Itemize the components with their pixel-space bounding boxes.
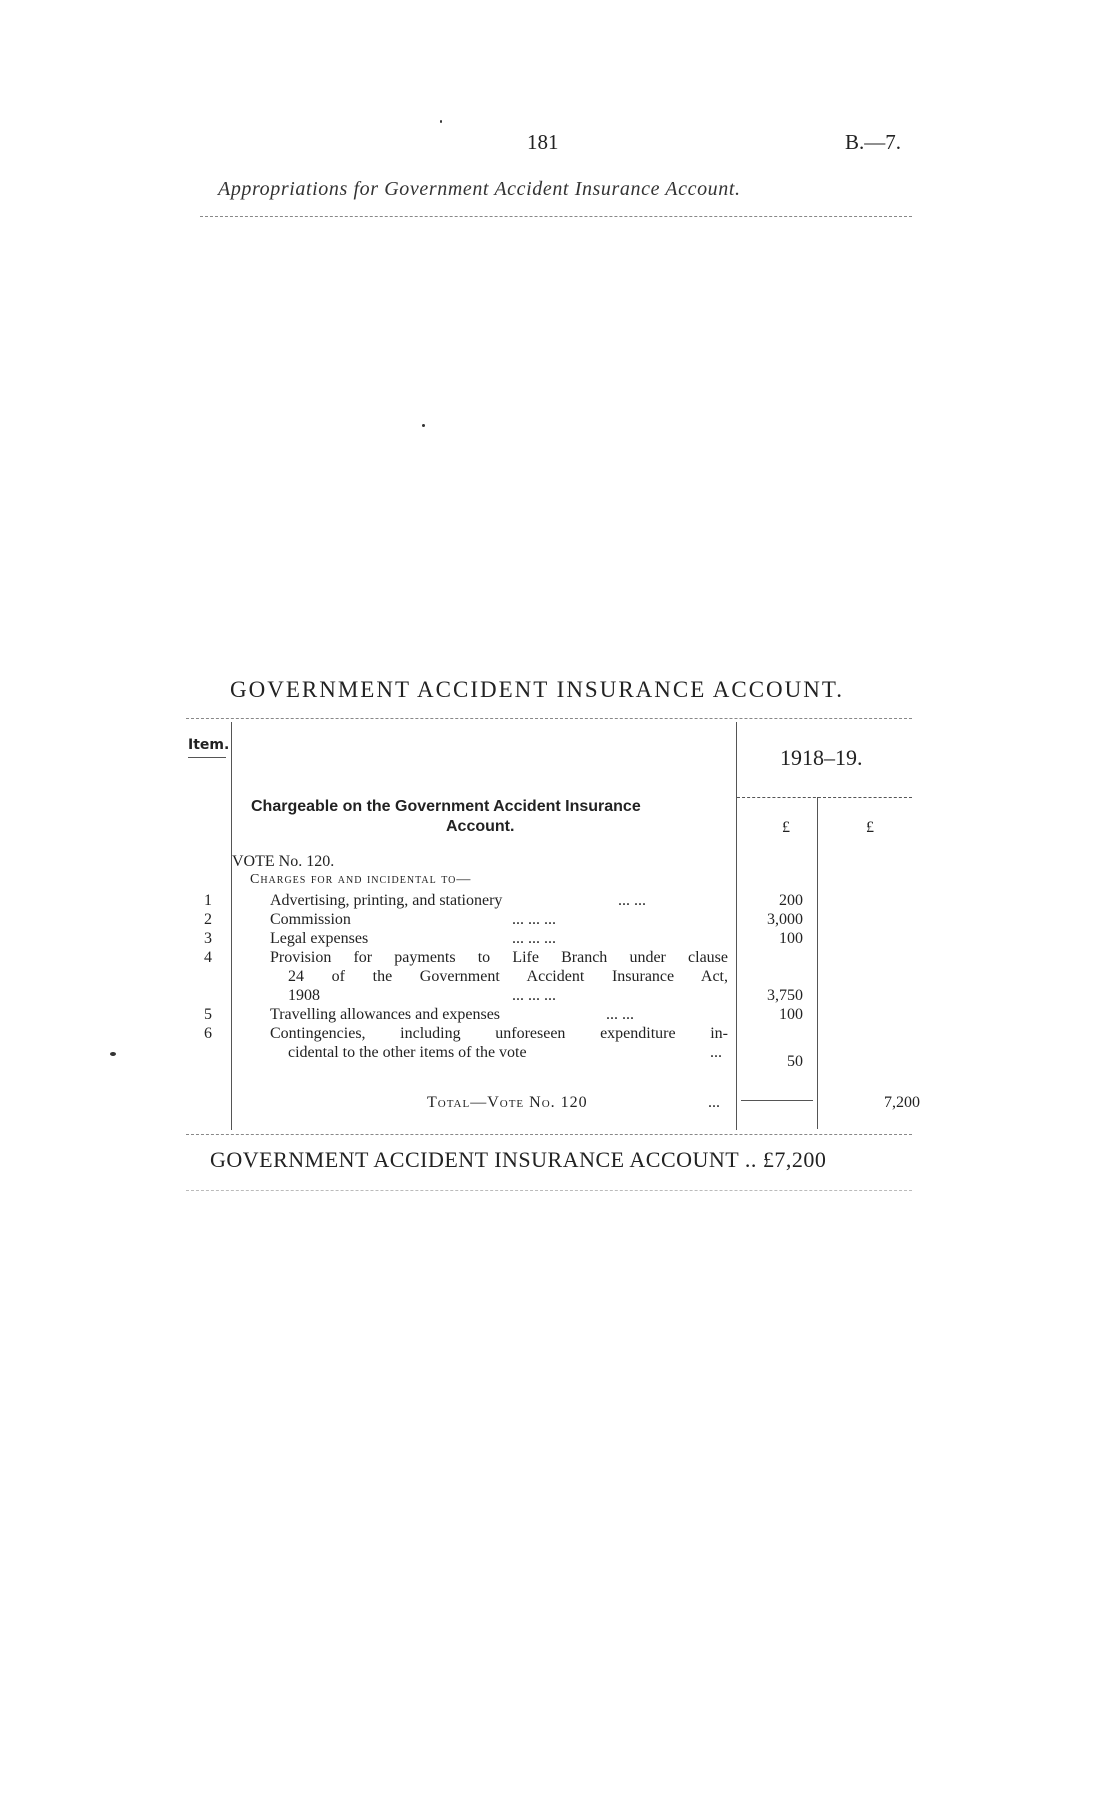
account-title: GOVERNMENT ACCIDENT INSURANCE ACCOUNT.: [230, 677, 844, 702]
item-description-continued: cidental to the other items of the vote: [288, 1044, 527, 1061]
leader-dots: ... ...: [606, 1006, 634, 1023]
summary-amount: £7,200: [762, 1147, 827, 1172]
currency-symbol-col2: £: [866, 819, 874, 836]
leader-dots: ..: [744, 1147, 757, 1172]
item-description: Contingencies, including unforeseen expenditure in-: [270, 1025, 728, 1042]
item-heading-underline: [188, 757, 226, 758]
charge-heading-line1: Chargeable on the Government Accident Insurance: [251, 798, 641, 815]
leader-dots: ... ... ...: [512, 987, 556, 1004]
item-number: 4: [204, 949, 212, 966]
item-description: Travelling allowances and expenses: [270, 1006, 501, 1023]
summary-label: GOVERNMENT ACCIDENT INSURANCE ACCOUNT: [210, 1147, 739, 1172]
footer-rule: [186, 1190, 912, 1191]
amount-column-divider: [817, 797, 818, 1129]
item-number: 6: [204, 1025, 212, 1042]
table-bottom-rule: [186, 1134, 912, 1135]
charges-label: Charges for and incidental to—: [250, 872, 472, 887]
item-column-heading: Item.: [188, 737, 230, 753]
leader-dots: ...: [710, 1044, 722, 1061]
item-number: 3: [204, 930, 212, 947]
item-description: Advertising, printing, and stationery: [270, 892, 503, 909]
scan-speck: [110, 1052, 116, 1056]
header-rule: [200, 216, 912, 217]
item-amount: 3,000: [767, 911, 803, 928]
item-amount: 50: [787, 1053, 803, 1070]
item-amount: 100: [779, 1006, 803, 1023]
page-subtitle: Appropriations for Government Accident Insurance Account.: [218, 178, 741, 200]
item-amount: 100: [779, 930, 803, 947]
item-number: 5: [204, 1006, 212, 1023]
item-number: 1: [204, 892, 212, 909]
year-heading: 1918–19.: [780, 745, 863, 770]
leader-dots: ... ... ...: [512, 911, 556, 928]
vote-label: VOTE No. 120.: [232, 853, 335, 870]
year-subheader-rule: [737, 797, 912, 798]
scan-speck: [440, 120, 442, 123]
item-description: Commission: [270, 911, 351, 928]
item-amount: 3,750: [767, 987, 803, 1004]
leader-dots: ...: [708, 1094, 720, 1111]
item-amount: 200: [779, 892, 803, 909]
leader-dots: ... ... ...: [512, 930, 556, 947]
total-amount: 7,200: [884, 1094, 920, 1111]
currency-symbol-col1: £: [782, 819, 790, 836]
item-number: 2: [204, 911, 212, 928]
item-description: Legal expenses: [270, 930, 369, 947]
leader-dots: ... ...: [618, 892, 646, 909]
charge-heading-line2: Account.: [446, 818, 515, 835]
page-number: 181: [527, 130, 559, 154]
item-description-continued: 1908: [288, 987, 320, 1004]
summary-line: [210, 1147, 826, 1173]
description-column-divider: [736, 722, 737, 1130]
item-column-divider: [231, 722, 232, 1130]
title-rule: [186, 718, 912, 719]
scan-speck: [422, 424, 425, 427]
subtotal-rule: [741, 1100, 813, 1101]
item-description: Provision for payments to Life Branch under clause: [270, 949, 728, 966]
item-description-continued: 24 of the Government Accident Insurance Act,: [288, 968, 728, 985]
document-reference: B.—7.: [845, 130, 902, 154]
total-label: Total—Vote No. 120: [427, 1094, 588, 1111]
